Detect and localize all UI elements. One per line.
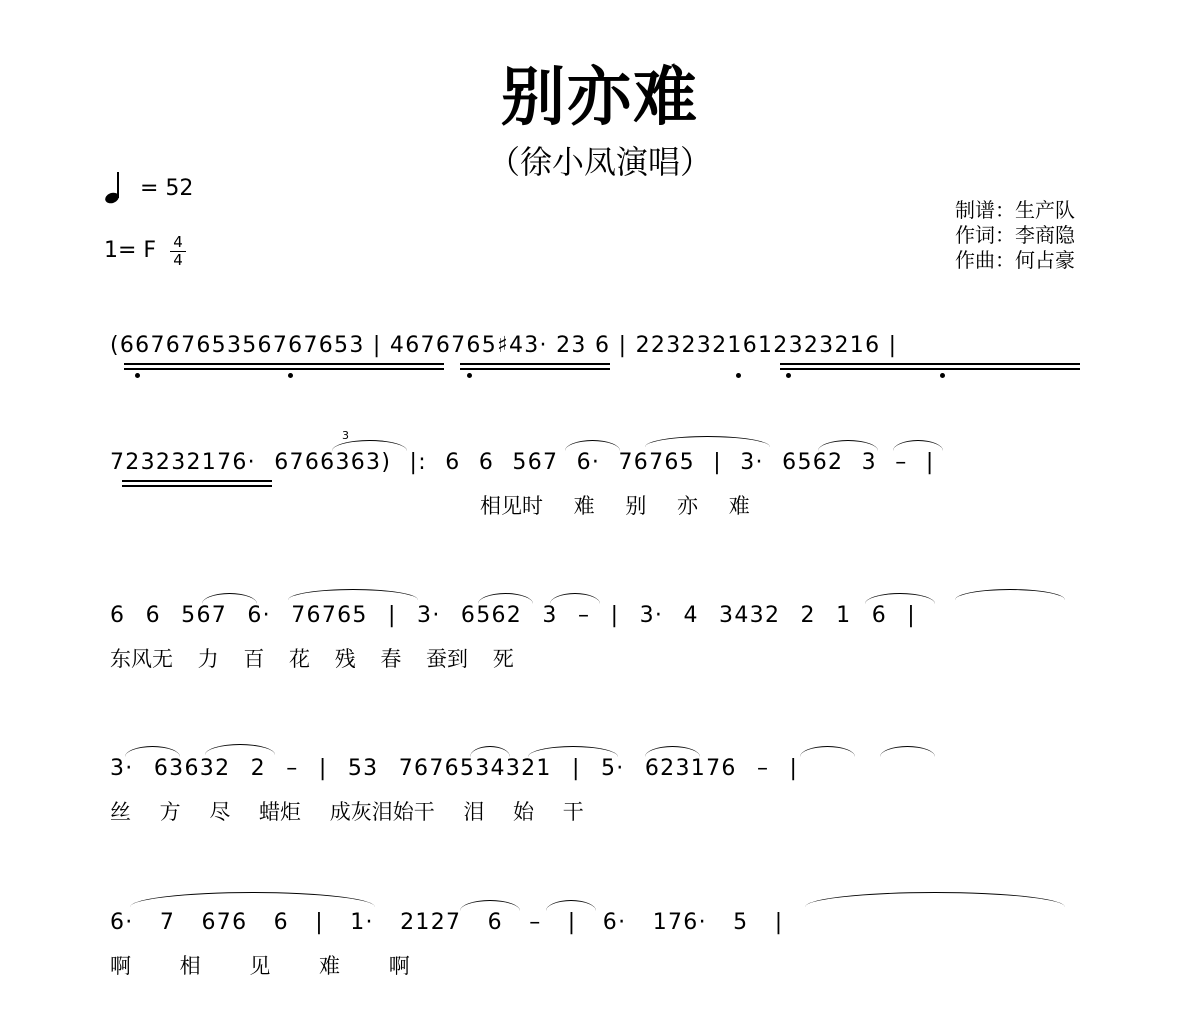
lyrics-line-4: 丝 方 尽 蜡炬 成灰泪始干 泪 始 干 <box>110 800 584 824</box>
notes-line-4: 3· 63632 2 – | 53 7676534321 | 5· 623176 – | <box>110 756 799 781</box>
lyrics-line-5: 啊 相 见 难 啊 <box>110 954 410 978</box>
tempo-value: = 52 <box>140 176 194 201</box>
quarter-note-icon <box>104 170 126 204</box>
credit-notation: 制谱：生产队 <box>955 198 1075 222</box>
key-signature: 1= F <box>104 238 157 263</box>
credit-composer: 作曲：何占豪 <box>955 248 1075 272</box>
notes-line-5: 6· 7 676 6 | 1· 2127 6 – | 6· 176· 5 | <box>110 910 784 935</box>
lyrics-line-2: 相见时 难 别 亦 难 <box>480 494 750 518</box>
song-title: 别亦难 <box>501 61 699 135</box>
song-subtitle: （徐小凤演唱） <box>487 143 712 181</box>
credits <box>955 198 1075 273</box>
notes-line-3: 6 6 567 6· 76765 | 3· 6562 3 – | 3· 4 3432 2 1 6 | <box>110 603 917 628</box>
time-sig-top: 4 <box>173 233 183 251</box>
score-page: 别亦难 （徐小凤演唱） = 52 1= F 4 4 制谱：生产队 作词：李商隐 作曲：何占豪 (6676765356767653 | 4676765♯43· 23 6 | 2232321612323216 | 723232176· 6766363) |: 6 6 567 6· 76765 | 3· 6562 3 – | 相见时 难 别 亦 难 3 6 6 567 6· 76765 | 3· 6562 3 – | 3· 4 3432 2 1 6 | 东风无 力 百 花 残 春 蚕到 死 3· 63632 2 – | 53 7676534321 | 5· 623176 – | 丝 方 尽 蜡炬 成灰泪始干 泪 始 干 6· 7 676 6 | 1· 2127 6 – | 6· 176· 5 | 啊 相 见 难 啊 <box>0 0 1200 1018</box>
time-signature <box>170 235 186 268</box>
notes-line-1: (6676765356767653 | 4676765♯43· 23 6 | 2232321612323216 | <box>110 333 898 358</box>
notes-line-2: 723232176· 6766363) |: 6 6 567 6· 76765 | 3· 6562 3 – | <box>110 450 935 475</box>
time-sig-bottom: 4 <box>173 251 183 269</box>
lyrics-line-3: 东风无 力 百 花 残 春 蚕到 死 <box>110 647 514 671</box>
credit-lyrics: 作词：李商隐 <box>955 223 1075 247</box>
